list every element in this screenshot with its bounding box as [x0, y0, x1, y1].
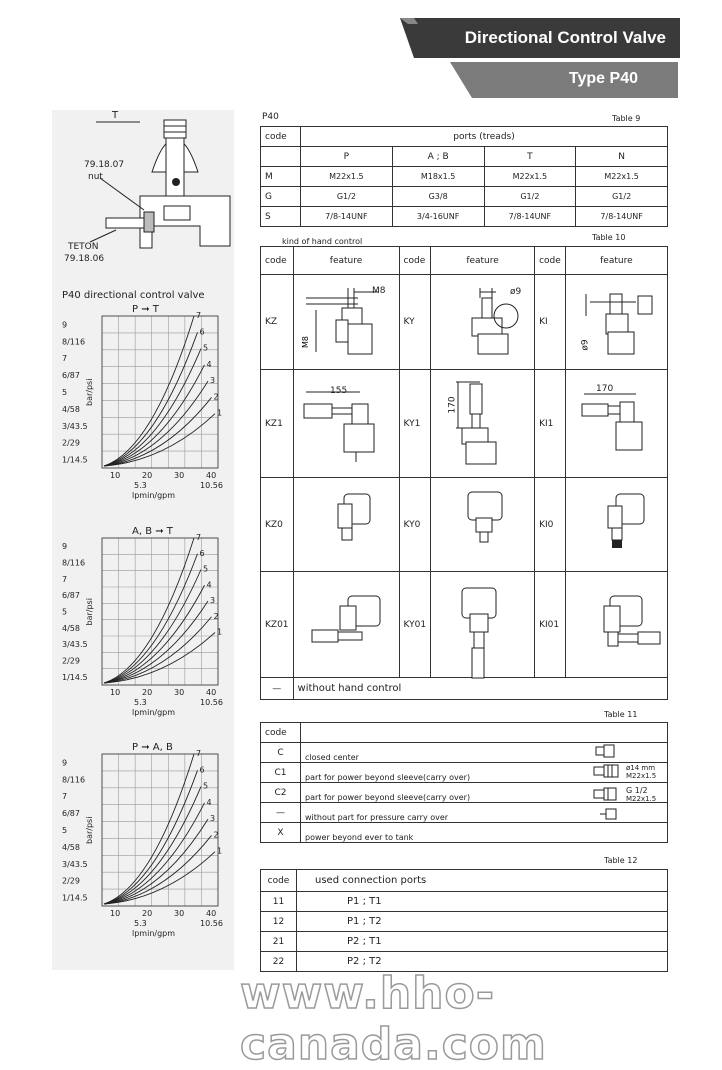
- pressure-flow-chart-3: [56, 736, 236, 946]
- nut-code: 79.18.07: [84, 160, 125, 170]
- curve-label: 1: [217, 846, 223, 856]
- table10-code: KZ: [261, 275, 294, 370]
- table10-title: kind of hand control: [282, 237, 363, 246]
- curve-label: 1: [217, 627, 223, 637]
- table9-cell: M18x1.5: [392, 167, 484, 187]
- table10-code: KY: [399, 275, 431, 370]
- x-tick-label: 20: [142, 471, 153, 480]
- table9-cell: M22x1.5: [484, 167, 576, 187]
- curve-label: 4: [206, 580, 212, 590]
- y-tick-label: 1/14.5: [62, 893, 88, 903]
- x-tick-label: 20: [142, 688, 153, 697]
- table11-code: C: [261, 743, 301, 763]
- table9-col: T: [484, 147, 576, 167]
- y-unit-label: bar/psi: [85, 598, 94, 626]
- table9-cell: 7/8-14UNF: [576, 207, 668, 227]
- table10-caption: Table 10: [592, 233, 626, 242]
- drawing-label-t: T: [112, 110, 119, 121]
- table12-code: 12: [261, 912, 297, 932]
- fitting-plug-icon: [598, 807, 618, 821]
- pressure-flow-chart-2: [56, 520, 236, 725]
- y-tick-label: 3/43.5: [62, 421, 88, 431]
- curve-label: 3: [210, 376, 216, 386]
- ky1-handle-drawing: [448, 378, 528, 470]
- table11-note: M22x1.5: [626, 795, 657, 803]
- table10-head-code: code: [399, 247, 431, 275]
- x-unit-label: lpmin/gpm: [132, 708, 176, 717]
- fitting-sleeve-icon: [592, 764, 622, 778]
- y-tick-label: 9: [62, 758, 68, 768]
- table9-cell: M22x1.5: [301, 167, 393, 187]
- header-title: Directional Control Valve: [464, 28, 666, 47]
- ky01-handle-drawing: [456, 584, 516, 684]
- curve-label: 3: [210, 814, 216, 824]
- chart-flow-label: P ➞ A, B: [132, 742, 173, 753]
- curve-label: 6: [199, 765, 205, 775]
- table10-head-feature: feature: [293, 247, 399, 275]
- kz0-handle-drawing: [330, 490, 380, 550]
- y-tick-label: 6/87: [62, 809, 80, 819]
- y-tick-label: 9: [62, 542, 68, 552]
- dim-d9: ø9: [510, 287, 522, 297]
- ky0-handle-drawing: [462, 488, 512, 548]
- header-subtitle: Type P40: [568, 70, 638, 87]
- table12-ports: P2 ; T1: [297, 932, 668, 952]
- kz01-handle-drawing: [304, 592, 394, 652]
- ki-handle-drawing: [576, 286, 662, 366]
- x-tick-label: 40: [206, 909, 217, 918]
- table11-code: C2: [261, 783, 301, 803]
- table9-code: G: [261, 187, 301, 207]
- x-tick-label: 10: [110, 471, 121, 480]
- table-row: [261, 207, 668, 227]
- x-tick-label-gpm: 10.56: [200, 481, 223, 490]
- x-tick-label: 30: [174, 909, 185, 918]
- table10-code: KI0: [535, 478, 566, 572]
- table10-code: KI: [535, 275, 566, 370]
- table10-code: KI01: [535, 572, 566, 678]
- curve-label: 3: [210, 596, 216, 605]
- x-tick-label: 30: [174, 688, 185, 697]
- pressure-flow-chart-1: [56, 286, 236, 508]
- curve-label: 6: [199, 548, 205, 558]
- table11-head-code: code: [261, 723, 301, 743]
- x-tick-label-gpm: 10.56: [200, 919, 223, 928]
- table-row: [261, 912, 668, 932]
- teton-label: TETON: [68, 242, 99, 252]
- curve-label: 4: [206, 797, 212, 807]
- table9-cell: G1/2: [484, 187, 576, 207]
- dim-m8-top: M8: [372, 286, 386, 296]
- dim-d9-ki: ø9: [580, 339, 591, 351]
- dim-m8: M8: [301, 336, 310, 348]
- x-tick-label: 40: [206, 471, 217, 480]
- y-tick-label: 7: [62, 574, 68, 584]
- fitting-closed-icon: [594, 744, 616, 758]
- x-tick-label-gpm: 5.3: [134, 481, 147, 490]
- table9-col: A ; B: [392, 147, 484, 167]
- y-tick-label: 5: [62, 607, 68, 617]
- nut-label: nut: [88, 172, 103, 182]
- table11-note: G 1/2: [626, 786, 648, 795]
- table12-head-ports: used connection ports: [297, 870, 668, 892]
- chart-title: P40 directional control valve: [62, 290, 205, 301]
- y-tick-label: 5: [62, 388, 68, 397]
- table10-code: KZ0: [261, 478, 294, 572]
- curve-label: 5: [203, 343, 209, 353]
- y-tick-label: 9: [62, 320, 68, 330]
- table11-caption: Table 11: [604, 710, 638, 719]
- table12-ports: P1 ; T2: [297, 912, 668, 932]
- ki0-handle-drawing: [602, 490, 652, 554]
- table9-col: P: [301, 147, 393, 167]
- table9-ports: [260, 126, 668, 227]
- table12-head-code: code: [261, 870, 297, 892]
- table11-text: closed center: [301, 743, 668, 763]
- curve-label: 5: [203, 564, 209, 574]
- table12-caption: Table 12: [604, 856, 638, 865]
- table10-code: KY0: [399, 478, 431, 572]
- table12-connection-ports: [260, 869, 668, 972]
- table11-code: —: [261, 803, 301, 823]
- x-tick-label-gpm: 5.3: [134, 698, 147, 707]
- table11-note: ø14 mm: [626, 764, 656, 772]
- table9-cell: M22x1.5: [576, 167, 668, 187]
- table-row: [261, 167, 668, 187]
- curve-label: 4: [206, 359, 212, 369]
- y-tick-label: 8/116: [62, 775, 86, 785]
- table9-cell: G1/2: [301, 187, 393, 207]
- watermark: www.hho-canada.com: [240, 968, 547, 1070]
- table10-code: KY1: [399, 370, 431, 478]
- curve-label: 6: [199, 327, 205, 337]
- dim-170-ki: 170: [596, 384, 614, 394]
- curve-label: 1: [217, 408, 223, 418]
- y-tick-label: 7: [62, 354, 68, 364]
- ki1-handle-drawing: [576, 382, 662, 468]
- table9-cell: 7/8-14UNF: [301, 207, 393, 227]
- table10-code: —: [261, 678, 294, 700]
- table10-head-code: code: [535, 247, 566, 275]
- table11-note: M22x1.5: [626, 772, 657, 780]
- table10-last-text: without hand control: [293, 678, 667, 700]
- table10-code: KZ01: [261, 572, 294, 678]
- y-tick-label: 4/58: [62, 623, 80, 633]
- table9-col: N: [576, 147, 668, 167]
- x-tick-label: 20: [142, 909, 153, 918]
- teton-code: 79.18.06: [64, 254, 105, 264]
- table-row: [261, 892, 668, 912]
- x-unit-label: lpmin/gpm: [132, 929, 176, 938]
- x-tick-label-gpm: 5.3: [134, 919, 147, 928]
- y-tick-label: 3/43.5: [62, 640, 88, 650]
- y-tick-label: 1/14.5: [62, 672, 88, 682]
- y-tick-label: 1/14.5: [62, 455, 88, 465]
- table12-code: 21: [261, 932, 297, 952]
- table11-carry-over: [260, 722, 668, 843]
- y-tick-label: 3/43.5: [62, 859, 88, 869]
- x-tick-label: 10: [110, 909, 121, 918]
- table10-code: KY01: [399, 572, 431, 678]
- table11-text: part for power beyond sleeve(carry over): [301, 783, 668, 803]
- y-tick-label: 7: [62, 792, 68, 802]
- curve-label: 2: [213, 830, 219, 840]
- curve-label: 7: [196, 311, 202, 320]
- table12-ports: P1 ; T1: [297, 892, 668, 912]
- table9-cell: G3/8: [392, 187, 484, 207]
- table10-head-code: code: [261, 247, 294, 275]
- table9-cell: G1/2: [576, 187, 668, 207]
- table9-model: P40: [262, 112, 279, 122]
- table9-head-code: code: [261, 127, 301, 147]
- table10-head-feature: feature: [431, 247, 535, 275]
- table11-code: X: [261, 823, 301, 843]
- table11-text: power beyond ever to tank: [301, 823, 668, 843]
- curve-label: 7: [196, 749, 202, 758]
- table9-caption: Table 9: [612, 114, 641, 123]
- y-tick-label: 2/29: [62, 438, 80, 448]
- y-tick-label: 6/87: [62, 591, 80, 601]
- chart-flow-label: A, B ➞ T: [132, 526, 173, 537]
- table9-code: S: [261, 207, 301, 227]
- y-tick-label: 2/29: [62, 656, 80, 666]
- curve-label: 2: [213, 611, 219, 621]
- curve-label: 5: [203, 781, 209, 791]
- fitting-thread-icon: [592, 786, 622, 802]
- x-tick-label: 40: [206, 688, 217, 697]
- y-unit-label: bar/psi: [85, 378, 94, 406]
- series-curve-4: [104, 585, 205, 683]
- y-tick-label: 4/58: [62, 842, 80, 852]
- y-tick-label: 8/116: [62, 558, 86, 568]
- table11-code: C1: [261, 763, 301, 783]
- table9-code: M: [261, 167, 301, 187]
- table9-head-ports: ports (treads): [301, 127, 668, 147]
- table-row: [261, 823, 668, 843]
- table10-code: KZ1: [261, 370, 294, 478]
- ky-handle-drawing: [456, 284, 536, 364]
- dim-155: 155: [330, 386, 348, 396]
- table11-text: without part for pressure carry over: [301, 803, 668, 823]
- chart-flow-label: P ➞ T: [132, 304, 159, 315]
- y-tick-label: 5: [62, 826, 68, 835]
- x-tick-label: 10: [110, 688, 121, 697]
- y-tick-label: 8/116: [62, 337, 86, 347]
- y-tick-label: 4/58: [62, 404, 80, 414]
- x-tick-label: 30: [174, 471, 185, 480]
- x-unit-label: lpmin/gpm: [132, 491, 176, 500]
- table12-code: 22: [261, 952, 297, 972]
- table-row: [261, 187, 668, 207]
- dim-170: 170: [447, 396, 458, 414]
- table9-cell: 7/8-14UNF: [484, 207, 576, 227]
- table9-cell: 3/4-16UNF: [392, 207, 484, 227]
- table12-ports: P2 ; T2: [297, 952, 668, 972]
- table10-code: KI1: [535, 370, 566, 478]
- table-row: [261, 932, 668, 952]
- table10-head-feature: feature: [565, 247, 667, 275]
- y-tick-label: 2/29: [62, 876, 80, 886]
- table11-text: part for power beyond sleeve(carry over): [301, 763, 668, 783]
- y-unit-label: bar/psi: [85, 816, 94, 844]
- table12-code: 11: [261, 892, 297, 912]
- curve-label: 7: [196, 533, 202, 542]
- y-tick-label: 6/87: [62, 371, 80, 381]
- curve-label: 2: [213, 392, 219, 402]
- x-tick-label-gpm: 10.56: [200, 698, 223, 707]
- ki01-handle-drawing: [596, 592, 666, 658]
